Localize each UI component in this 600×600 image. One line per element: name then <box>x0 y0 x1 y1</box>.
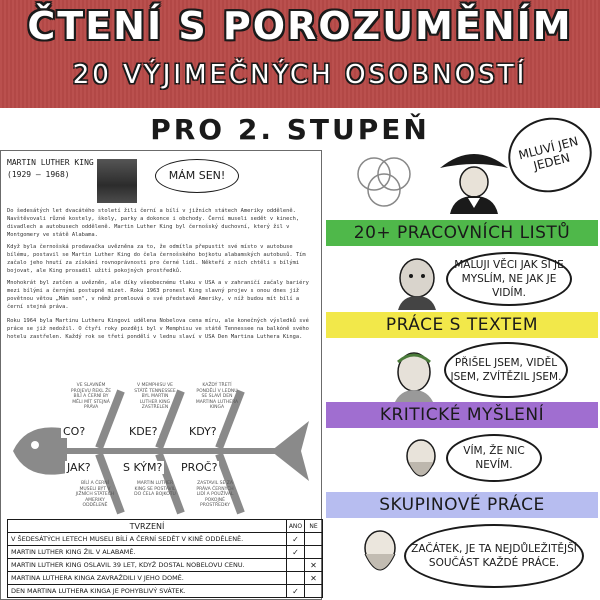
table-row <box>8 559 323 572</box>
table-row <box>8 533 323 546</box>
worksheet-preview <box>0 150 322 600</box>
paragraph-4: Roku 1964 byla Martinu Lutheru Kingovi udělena Nobelova cena míru, ale konečných výsledků své práce se již nedožil. O čtyři roky později byl v Memphisu ve státě Tennessee na balkóně svého hotelu zastřelen. Každý rok se třetí pondělí v lednu slaví v USA Den Martina Luthera Kinga. <box>7 318 309 340</box>
picasso-portrait <box>388 252 446 310</box>
page-title: ČTENÍ S POROZUMĚNÍM <box>27 4 573 48</box>
plato-portrait <box>352 524 408 586</box>
yes-check: ✓ <box>287 546 305 559</box>
yes-check: ✓ <box>287 533 305 546</box>
feature-worksheets: 20+ PRACOVNÍCH LISTŮ <box>326 220 598 246</box>
yes-check <box>287 559 305 572</box>
caesar-speech-bubble: PŘIŠEL JSEM, VIDĚL JSEM, ZVÍTĚZIL JSEM. <box>444 342 568 398</box>
venn-diagram-icon <box>344 154 424 210</box>
fishbone-note-1: VE SLAVNÉM PROJEVU ŘEKL ŽE BÍLÍ A ČERNÍ BY MĚLI MÍT STEJNÁ PRÁVA <box>70 383 112 410</box>
fishbone-note-6: ZASTAVIL SE ZA PRÁVA ČERNÝCH LIDÍ A POUŽÍVAL POKOJNÉ PROSTŘEDKY <box>196 481 234 508</box>
feature-group-work: SKUPINOVÉ PRÁCE <box>326 492 598 518</box>
table-header-statement: TVRZENÍ <box>8 520 287 533</box>
statement-text: MARTIN LUTHER KING ŽIL V ALABAMĚ. <box>8 546 287 559</box>
statement-text: V ŠEDESÁTÝCH LETECH MUSELI BÍLÍ A ČERNÍ SEDĚT V KINĚ ODDĚLENĚ. <box>8 533 287 546</box>
table-row <box>8 585 323 598</box>
statement-text: DEN MARTINA LUTHERA KINGA JE POHYBLIVÝ SVÁTEK. <box>8 585 287 598</box>
no-check <box>305 585 323 598</box>
mlk-speech-bubble: MÁM SEN! <box>155 159 239 193</box>
worksheet-heading <box>7 157 94 181</box>
fishbone-note-4: BÍLÍ A ČERNÍ MUSELI BÝT V JIŽNÍCH STÁTECH AMERIKY ODDĚLENĚ <box>75 481 115 508</box>
yes-check <box>287 572 305 585</box>
socrates-speech-bubble: VÍM, ŽE NIC NEVÍM. <box>446 434 542 482</box>
feature-text-work: PRÁCE S TEXTEM <box>326 312 598 338</box>
paragraph-3: Mnohokrát byl zatčen a uvězněn, ale díky všeobecnému tlaku v USA a v zahraničí začaly bariéry mezi bílými a černými postupně mizet. Roku 1963 pronesl King slavný projev s onou dnes již povětnou větou „Mám sen", v němž promlouvá o své představě Ameriky, v níž budou mít bílí a černí stejná práva. <box>7 280 309 310</box>
table-row <box>8 572 323 585</box>
fishbone-note-3: KAŽDÝ TŘETÍ PONDĚLÍ V LEDNU SE SLAVÍ DEN MARTINA LUTHERA KINGA <box>195 383 239 410</box>
statement-text: MARTINA LUTHERA KINGA ZAVRAŽDILI V JEHO DOMĚ. <box>8 572 287 585</box>
statement-text: MARTIN LUTHER KING OSLAVIL 39 LET, KDYŽ DOSTAL NOBELOVU CENU. <box>8 559 287 572</box>
plato-speech-bubble: ZAČÁTEK, JE TA NEJDŮLEŽITĚJŠÍ SOUČÁST KAŽDÉ PRÁCE. <box>404 524 584 588</box>
no-check <box>305 546 323 559</box>
no-check: ✕ <box>305 559 323 572</box>
person-years: (1929 – 1968) <box>7 170 70 179</box>
picasso-speech-bubble: MALUJI VĚCI JAK SI JE MYSLÍM, NE JAK JE VIDÍM. <box>446 252 572 306</box>
fishbone-q-what: CO? <box>63 425 86 438</box>
napoleon-portrait <box>436 142 512 214</box>
table-row <box>8 546 323 559</box>
grade-label: PRO 2. STUPEŇ <box>110 112 470 148</box>
feature-critical-thinking: KRITICKÉ MYŠLENÍ <box>326 402 598 428</box>
table-header-row <box>8 520 323 533</box>
fishbone-q-how: JAK? <box>67 461 91 474</box>
fishbone-q-with-whom: S KÝM? <box>123 461 163 474</box>
fishbone-note-2: V MEMPHISU VE STÁTĚ TENNESSEE BYL MARTIN LUTHER KING ZASTŘELEN <box>134 383 176 410</box>
napoleon-speech-bubble: MLUVÍ JEN JEDEN <box>500 109 599 201</box>
statements-table <box>7 519 323 598</box>
yes-check: ✓ <box>287 585 305 598</box>
fishbone-note-5: MARTIN LUTHER KING SE POSTAVIL DO ČELA BOJKOTU <box>134 481 176 497</box>
table-header-no: NE <box>305 520 323 533</box>
paragraph-2: Když byla černošská prodavačka uvězněna za to, že odmítla přepustit své místo v autobuse bílému, postavil se Martin Luther King do čela černošského bojkotu alabamských autobusů. Tím začalo jeho hnutí za získání rovnoprávnosti pro černé lidi. Někteří z nich chtěli s bílými bojovat, ale King prosadil užití pokojných prostředků. <box>7 244 306 274</box>
fishbone-q-when: KDY? <box>189 425 217 438</box>
mlk-portrait <box>97 159 137 203</box>
table-header-yes: ANO <box>287 520 305 533</box>
person-name: MARTIN LUTHER KING <box>7 158 94 167</box>
paragraph-1: Do šedesátých let dvacátého století žili černí a bílí v jižních státech Ameriky odděleně. Navštěvovali různé kostely, školy, parky a dokonce i obchody. Černí museli sedět v kinech, divadlech a autobusech odděleně. Martin Luther King byl černošský duchovní, který žil v Montgomery ve státě Alabama. <box>7 208 300 238</box>
socrates-portrait <box>396 432 446 490</box>
caesar-portrait <box>386 346 442 404</box>
no-check: ✕ <box>305 572 323 585</box>
fishbone-q-where: KDE? <box>129 425 158 438</box>
fishbone-diagram <box>9 381 317 521</box>
no-check <box>305 533 323 546</box>
page-subtitle: 20 VÝJIMEČNÝCH OSOBNOSTÍ <box>72 60 528 90</box>
fishbone-q-why: PROČ? <box>181 461 218 474</box>
